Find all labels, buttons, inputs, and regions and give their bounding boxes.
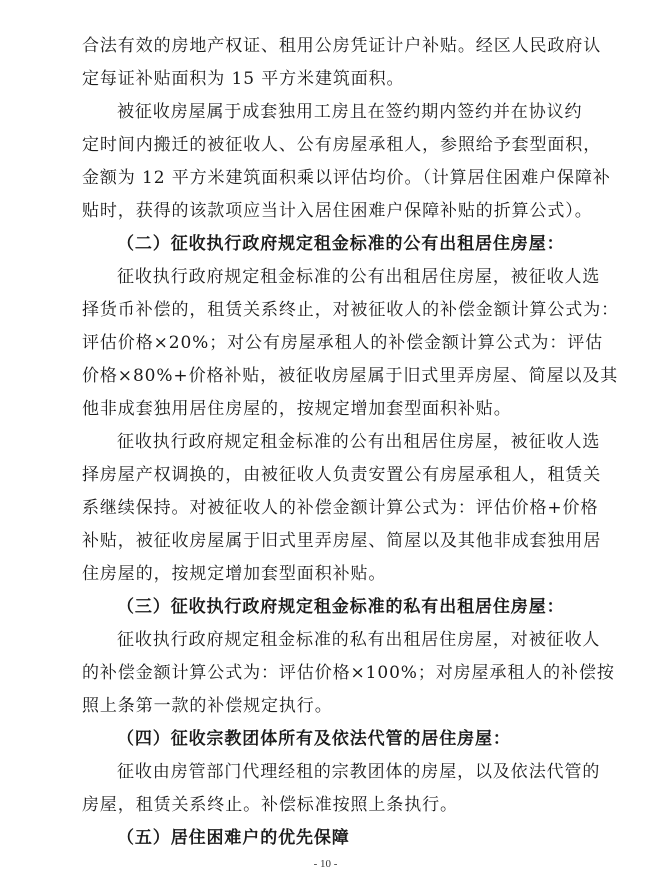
text-line: 的补偿金额计算公式为：评估价格×100%；对房屋承租人的补偿按 <box>82 663 615 683</box>
page-number: - 10 - <box>313 858 338 870</box>
text-line: 择货币补偿的，租赁关系终止，对被征收人的补偿金额计算公式为： <box>82 300 619 320</box>
paragraph-start-line: 征收执行政府规定租金标准的公有出租居住房屋，被征收人选 <box>117 267 601 287</box>
text-line: 房屋，租赁关系终止。补偿标准按照上条执行。 <box>82 795 458 815</box>
text-line: 住房屋的，按规定增加套型面积补贴。 <box>82 564 387 584</box>
section-heading: （二）征收执行政府规定租金标准的公有出租居住房屋： <box>117 234 565 254</box>
section-heading: （三）征收执行政府规定租金标准的私有出租居住房屋： <box>117 597 565 617</box>
text-line: 定时间内搬迁的被征收人、公有房屋承租人，参照给予套型面积， <box>82 135 602 155</box>
paragraph-start-line: 征收执行政府规定租金标准的私有出租居住房屋，对被征收人 <box>117 630 601 650</box>
paragraph-start-line: 被征收房屋属于成套独用工房且在签约期内签约并在协议约 <box>117 102 583 122</box>
text-line: 他非成套独用居住房屋的，按规定增加套型面积补贴。 <box>82 399 512 419</box>
text-line: 贴时，获得的该款项应当计入居住困难户保障补贴的折算公式）。 <box>82 201 593 221</box>
text-line: 择房屋产权调换的，由被征收人负责安置公有房屋承租人，租赁关 <box>82 465 602 485</box>
text-line: 价格×80%+价格补贴，被征收房屋属于旧式里弄房屋、简屋以及其 <box>82 366 619 386</box>
text-line: 评估价格×20%；对公有房屋承租人的补偿金额计算公式为：评估 <box>82 333 604 353</box>
text-line: 定每证补贴面积为 15 平方米建筑面积。 <box>82 69 405 89</box>
text-line: 照上条第一款的补偿规定执行。 <box>82 696 333 716</box>
paragraph-start-line: 征收执行政府规定租金标准的公有出租居住房屋，被征收人选 <box>117 432 601 452</box>
text-line: 系继续保持。对被征收人的补偿金额计算公式为：评估价格+价格 <box>82 498 599 518</box>
text-line: 合法有效的房地产权证、租用公房凭证计户补贴。经区人民政府认 <box>82 36 602 56</box>
text-line: 金额为 12 平方米建筑面积乘以评估均价。（计算居住困难户保障补 <box>82 168 611 188</box>
paragraph-start-line: 征收由房管部门代理经租的宗教团体的房屋，以及依法代管的 <box>117 762 601 782</box>
section-heading: （四）征收宗教团体所有及依法代管的居住房屋： <box>117 729 511 749</box>
text-line: 补贴，被征收房屋属于旧式里弄房屋、简屋以及其他非成套独用居 <box>82 531 602 551</box>
section-heading: （五）居住困难户的优先保障 <box>117 828 350 848</box>
